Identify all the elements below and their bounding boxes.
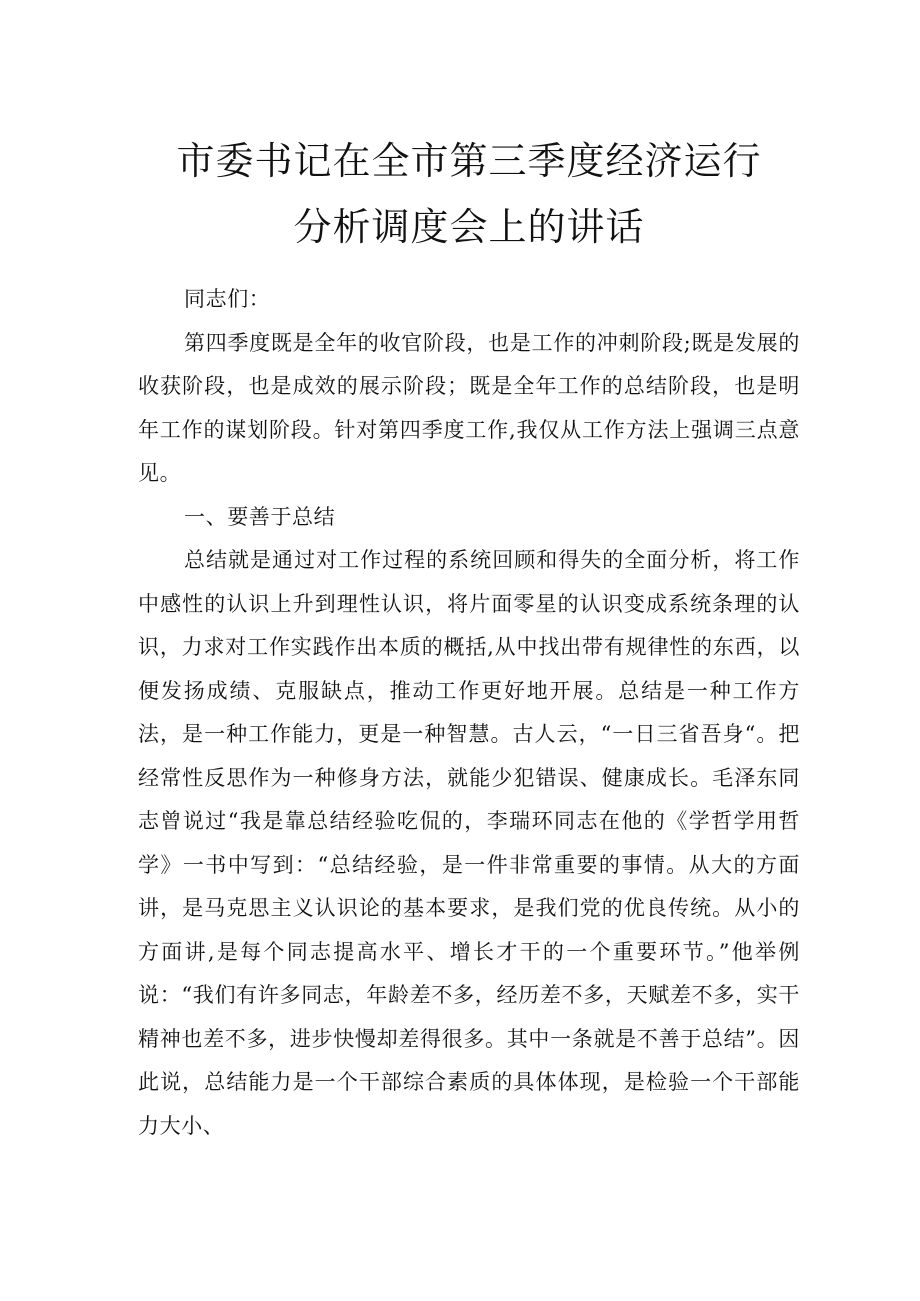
title-line-2: 分析调度会上的讲话	[293, 205, 645, 249]
document-title	[138, 128, 800, 260]
salutation: 同志们：	[184, 287, 271, 311]
document-body	[138, 278, 800, 1148]
section-heading-1: 一、要善于总结	[184, 504, 336, 529]
title-line-1: 市委书记在全市第三季度经济运行	[176, 139, 762, 183]
paragraph-intro: 第四季度既是全年的收官阶段，也是工作的冲刺阶段;既是发展的收获阶段，也是成效的展示阶段；既是全年工作的总结阶段，也是明年工作的谋划阶段。针对第四季度工作,我仅从工作方法上强调三点意见。	[138, 330, 800, 485]
paragraph-summary: 总结就是通过对工作过程的系统回顾和得失的全面分析，将工作中感性的认识上升到理性认识，将片面零星的认识变成系统条理的认识，力求对工作实践作出本质的概括,从中找出带有规律性的东西，以便发扬成绩、克服缺点，推动工作更好地开展。总结是一种工作方法，是一种工作能力，更是一种智慧。古人云，“一日三省吾身“。把经常性反思作为一种修身方法，就能少犯错误、健康成长。毛泽东同志曾说过“我是靠总结经验吃侃的，李瑞环同志在他的《学哲学用哲学》一书中写到：“总结经验，是一件非常重要的事情。从大的方面讲，是马克思主义认识论的基本要求，是我们党的优良传统。从小的方面讲,是每个同志提高水平、增长才干的一个重要环节。”他举例说：“我们有许多同志，年龄差不多，经历差不多，天赋差不多，实干精神也差不多，进步快慢却差得很多。其中一条就是不善于总结”。因此说，总结能力是一个干部综合素质的具体体现，是检验一个干部能力大小、	[138, 548, 800, 1138]
